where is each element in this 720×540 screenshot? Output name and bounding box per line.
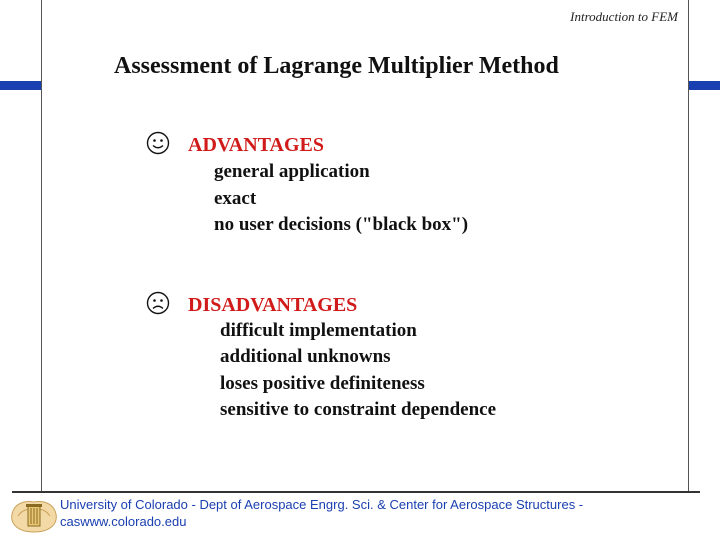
university-logo-icon: [8, 494, 60, 536]
blue-band-right: [688, 81, 720, 90]
header-note: Introduction to FEM: [570, 9, 678, 24]
footer-text: [60, 496, 700, 530]
disadvantage-item: additional unknowns: [220, 346, 391, 367]
advantage-item: general application: [214, 161, 370, 182]
smiley-face-icon: [146, 131, 170, 155]
advantage-item: no user decisions ("black box"): [214, 214, 469, 235]
advantages-heading: ADVANTAGES: [188, 134, 324, 156]
footer-divider: [12, 491, 700, 493]
disadvantage-item: loses positive definiteness: [220, 373, 425, 394]
footer-line-2[interactable]: caswww.colorado.edu: [60, 514, 187, 529]
disadvantages-heading: DISADVANTAGES: [188, 294, 358, 316]
slide: [41, 0, 689, 492]
slide-title: Assessment of Lagrange Multiplier Method: [114, 53, 559, 79]
advantage-item: exact: [214, 188, 257, 209]
footer-line-1: University of Colorado - Dept of Aerospace Engrg. Sci. & Center for Aerospace Structures -: [60, 497, 584, 512]
frowning-face-icon: [146, 291, 170, 315]
disadvantage-item: difficult implementation: [220, 320, 417, 341]
blue-band-left: [0, 81, 42, 90]
disadvantage-item: sensitive to constraint dependence: [220, 399, 497, 420]
